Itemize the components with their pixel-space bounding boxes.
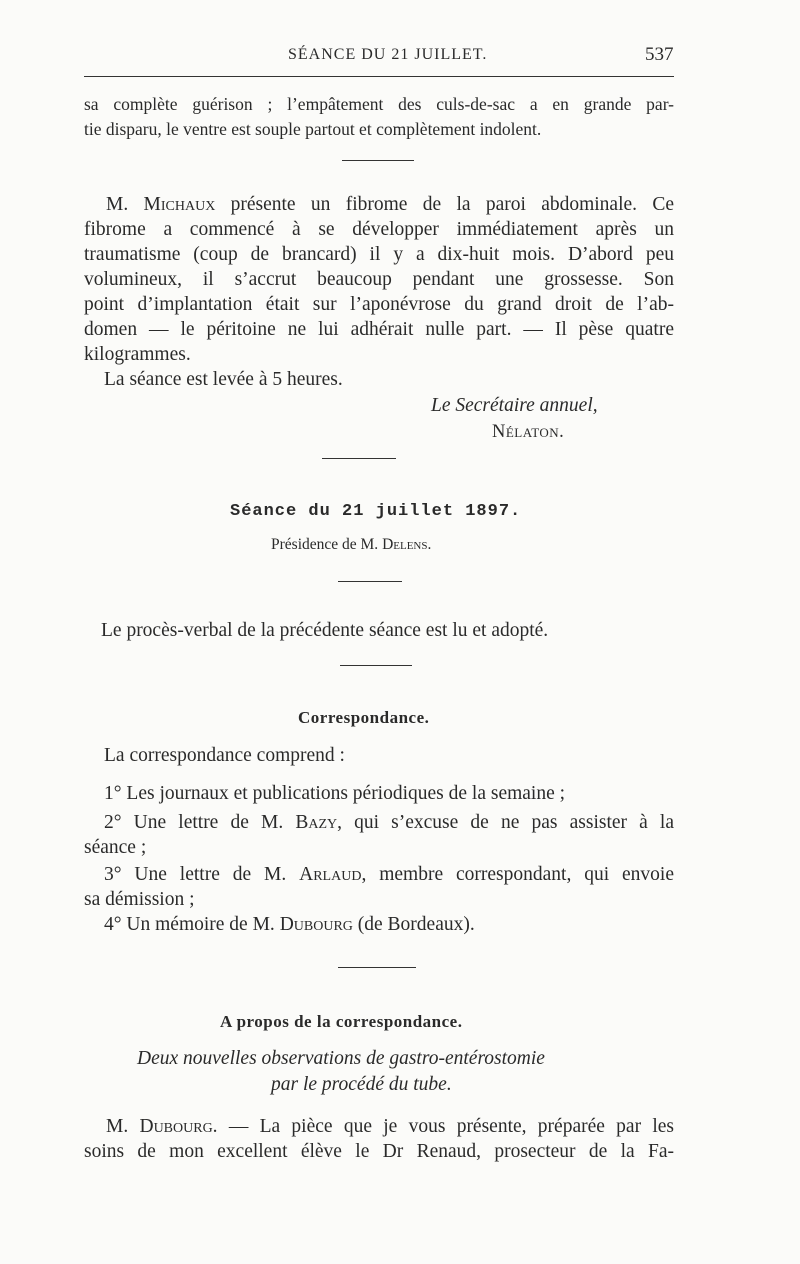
minutes-statement: Le procès-verbal de la précédente séance est lu et adopté. <box>101 620 549 641</box>
correspondance-heading: Correspondance. <box>298 708 430 727</box>
person-name: Bazy <box>295 812 338 833</box>
correspondance-item-1: 1° Les journaux et publications périodiques de la semaine ; <box>104 783 566 804</box>
text-line <box>84 810 674 835</box>
correspondance-item-2 <box>84 810 674 860</box>
text-line <box>84 192 674 217</box>
text-segment: , membre correspondant, qui envoie <box>361 864 674 885</box>
text-line <box>84 862 674 887</box>
text-segment: présente un fibrome de la paroi abdominale. Ce <box>215 194 674 215</box>
section-separator <box>340 665 412 666</box>
text-segment: 2° Une lettre de M. <box>104 812 296 833</box>
text-segment: 4° Un mémoire de M. <box>104 914 280 935</box>
text-segment: , qui s’excuse de ne pas assister à la <box>337 812 674 833</box>
closing-statement: La séance est levée à 5 heures. <box>104 369 343 390</box>
text-line: fibrome a commencé à se développer immédiatement après un <box>84 219 674 240</box>
text-segment: 3° Une lettre de M. <box>104 864 300 885</box>
president-name: Delens. <box>382 536 432 553</box>
speaker-prefix: M. <box>106 194 144 215</box>
apropos-subtitle-line-1: Deux nouvelles observations de gastro-entérostomie <box>137 1048 545 1069</box>
paragraph-dubourg <box>84 1114 674 1164</box>
person-name: Dubourg <box>279 914 353 935</box>
text-line: domen — le péritoine ne lui adhérait nulle part. — Il pèse quatre <box>84 319 674 340</box>
correspondance-intro: La correspondance comprend : <box>104 745 345 766</box>
paragraph-michaux <box>84 192 674 367</box>
session-presidency <box>271 536 431 554</box>
text-line: kilogrammes. <box>84 344 191 365</box>
text-line: volumineux, il s’accrut beaucoup pendant une grossesse. Son <box>84 269 674 290</box>
correspondance-item-4 <box>104 914 475 936</box>
text-line: sa démission ; <box>84 889 195 910</box>
text-line: tie disparu, le ventre est souple partout et complètement indolent. <box>84 119 542 139</box>
signature-name: Nélaton. <box>492 422 565 442</box>
signature-title: Le Secrétaire annuel, <box>431 395 598 416</box>
running-header: SÉANCE DU 21 JUILLET. <box>288 46 488 63</box>
paragraph-continuation <box>84 92 674 142</box>
text-line: séance ; <box>84 837 147 858</box>
speaker-name: Dubourg. <box>139 1116 218 1137</box>
apropos-heading: A propos de la correspondance. <box>220 1012 463 1031</box>
text-line: point d’implantation était sur l’aponévrose du grand droit de l’ab- <box>84 294 674 315</box>
section-separator <box>322 458 396 459</box>
person-name: Arlaud <box>299 864 362 885</box>
section-separator <box>338 581 402 582</box>
section-separator <box>342 160 414 161</box>
speaker-prefix: M. <box>106 1116 140 1137</box>
header-rule <box>84 76 674 77</box>
text-line: soins de mon excellent élève le Dr Renaud, prosecteur de la Fa- <box>84 1141 674 1162</box>
correspondance-item-3 <box>84 862 674 912</box>
presidency-prefix: Présidence de M. <box>271 536 383 553</box>
text-segment: — La pièce que je vous présente, préparée par les <box>217 1116 674 1137</box>
session-title: Séance du 21 juillet 1897. <box>230 502 522 521</box>
text-segment: (de Bordeaux). <box>352 914 475 935</box>
speaker-name: Michaux <box>143 194 216 215</box>
page-number: 537 <box>645 44 674 65</box>
text-line: traumatisme (coup de brancard) il y a dix-huit mois. D’abord peu <box>84 244 674 265</box>
text-line <box>84 1114 674 1139</box>
section-separator <box>338 967 416 968</box>
text-line: sa complète guérison ; l’empâtement des culs-de-sac a en grande par- <box>84 94 674 114</box>
apropos-subtitle-line-2: par le procédé du tube. <box>271 1074 452 1095</box>
